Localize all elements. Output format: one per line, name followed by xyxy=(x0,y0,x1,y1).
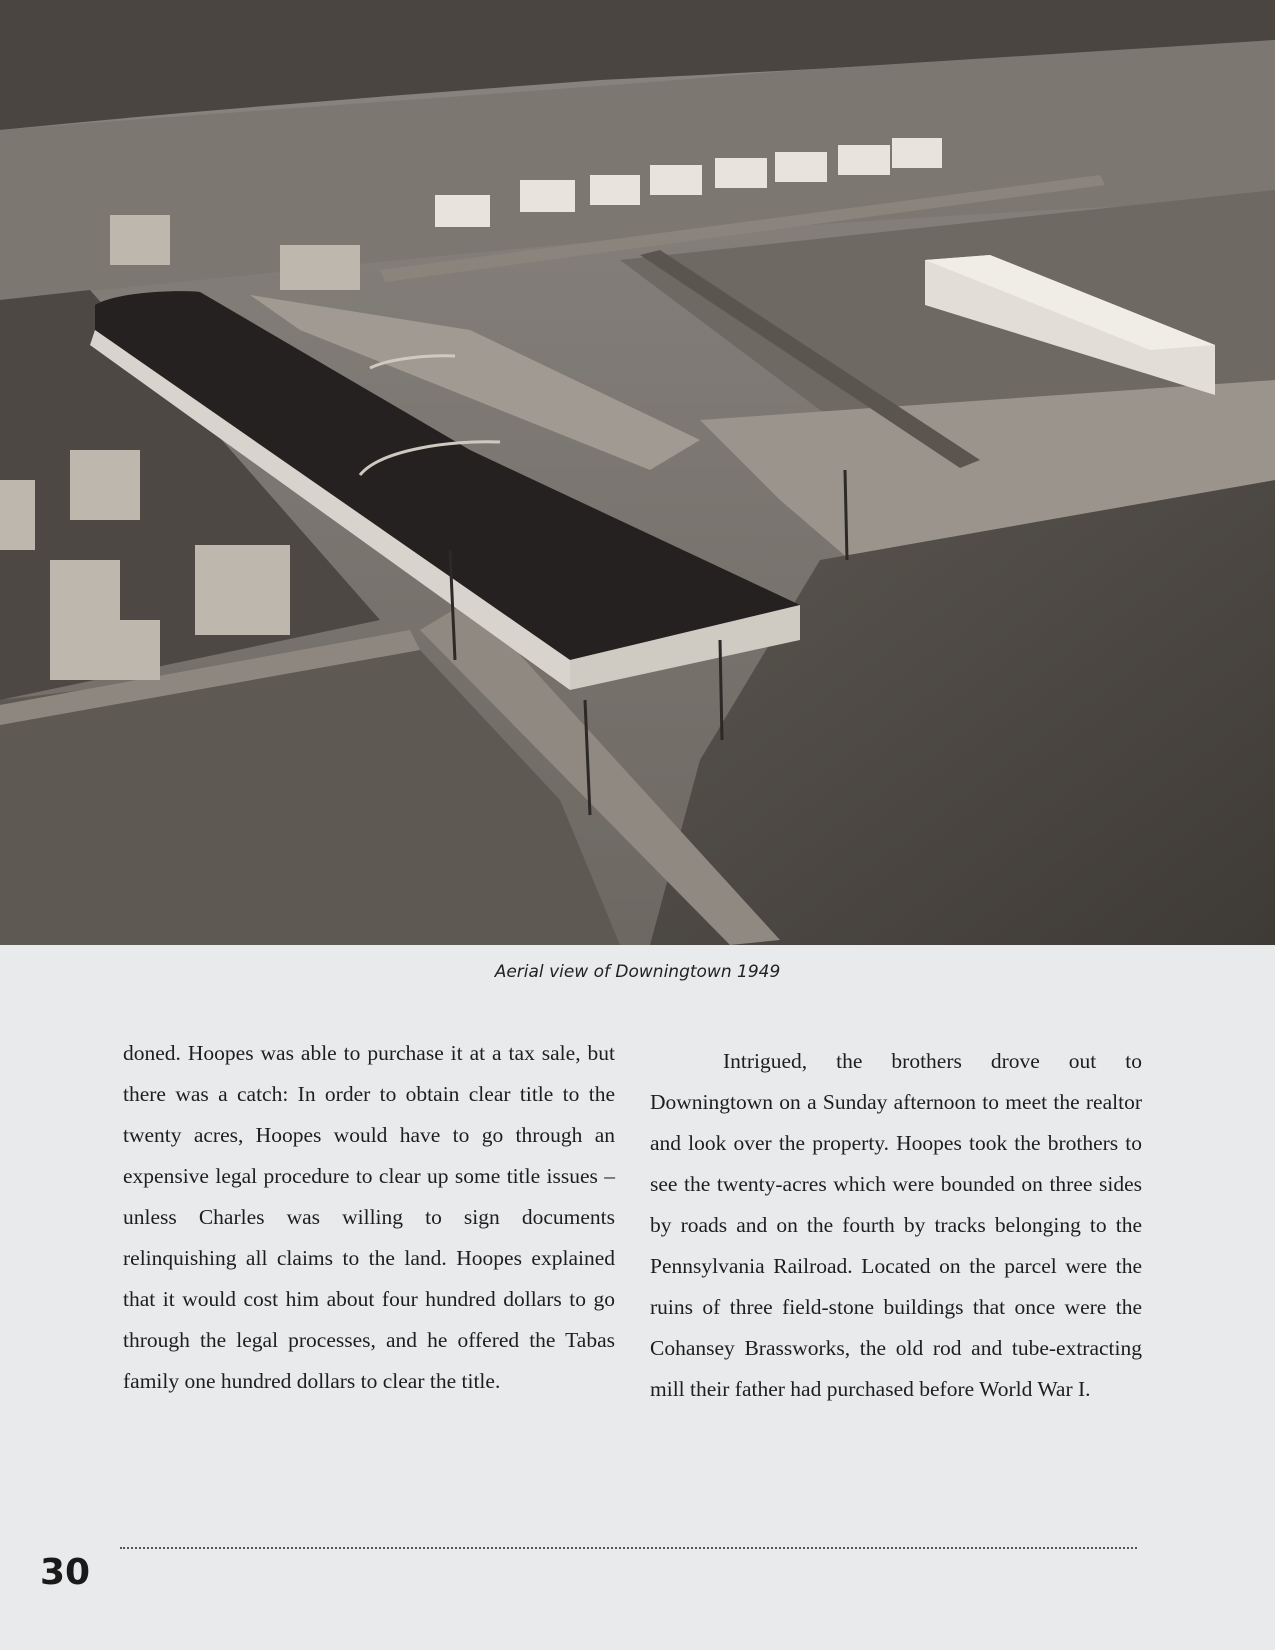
body-text-right-column xyxy=(650,1041,1142,1410)
photo-caption: Aerial view of Downingtown 1949 xyxy=(494,962,781,982)
paragraph-text: Intrigued, the brothers drove out to Downingtown on a Sunday afternoon to meet the realtor and look over the property. Hoopes took the brothers to see the twenty-acres which were bounded on three sides by roads and on the fourth by tracks belonging to the Pennsylvania Railroad. Located on the parcel were the ruins of three field-stone buildings that once were the Cohansey Brassworks, the old rod and tube-extracting mill their father had purchased before World War I. xyxy=(650,1049,1142,1401)
footer-divider xyxy=(120,1547,1137,1549)
body-text-left-column: doned. Hoopes was able to purchase it at a tax sale, but there was a catch: In order to obtain clear title to the twenty acres, Hoopes would have to go through an expensive legal procedure to clear up some title issues – unless Charles was willing to sign documents relinquishing all claims to the land. Hoopes explained that it would cost him about four hundred dollars to go through the legal processes, and he offered the Tabas family one hundred dollars to clear the title. xyxy=(123,1041,615,1393)
page-number: 30 xyxy=(40,1552,91,1593)
